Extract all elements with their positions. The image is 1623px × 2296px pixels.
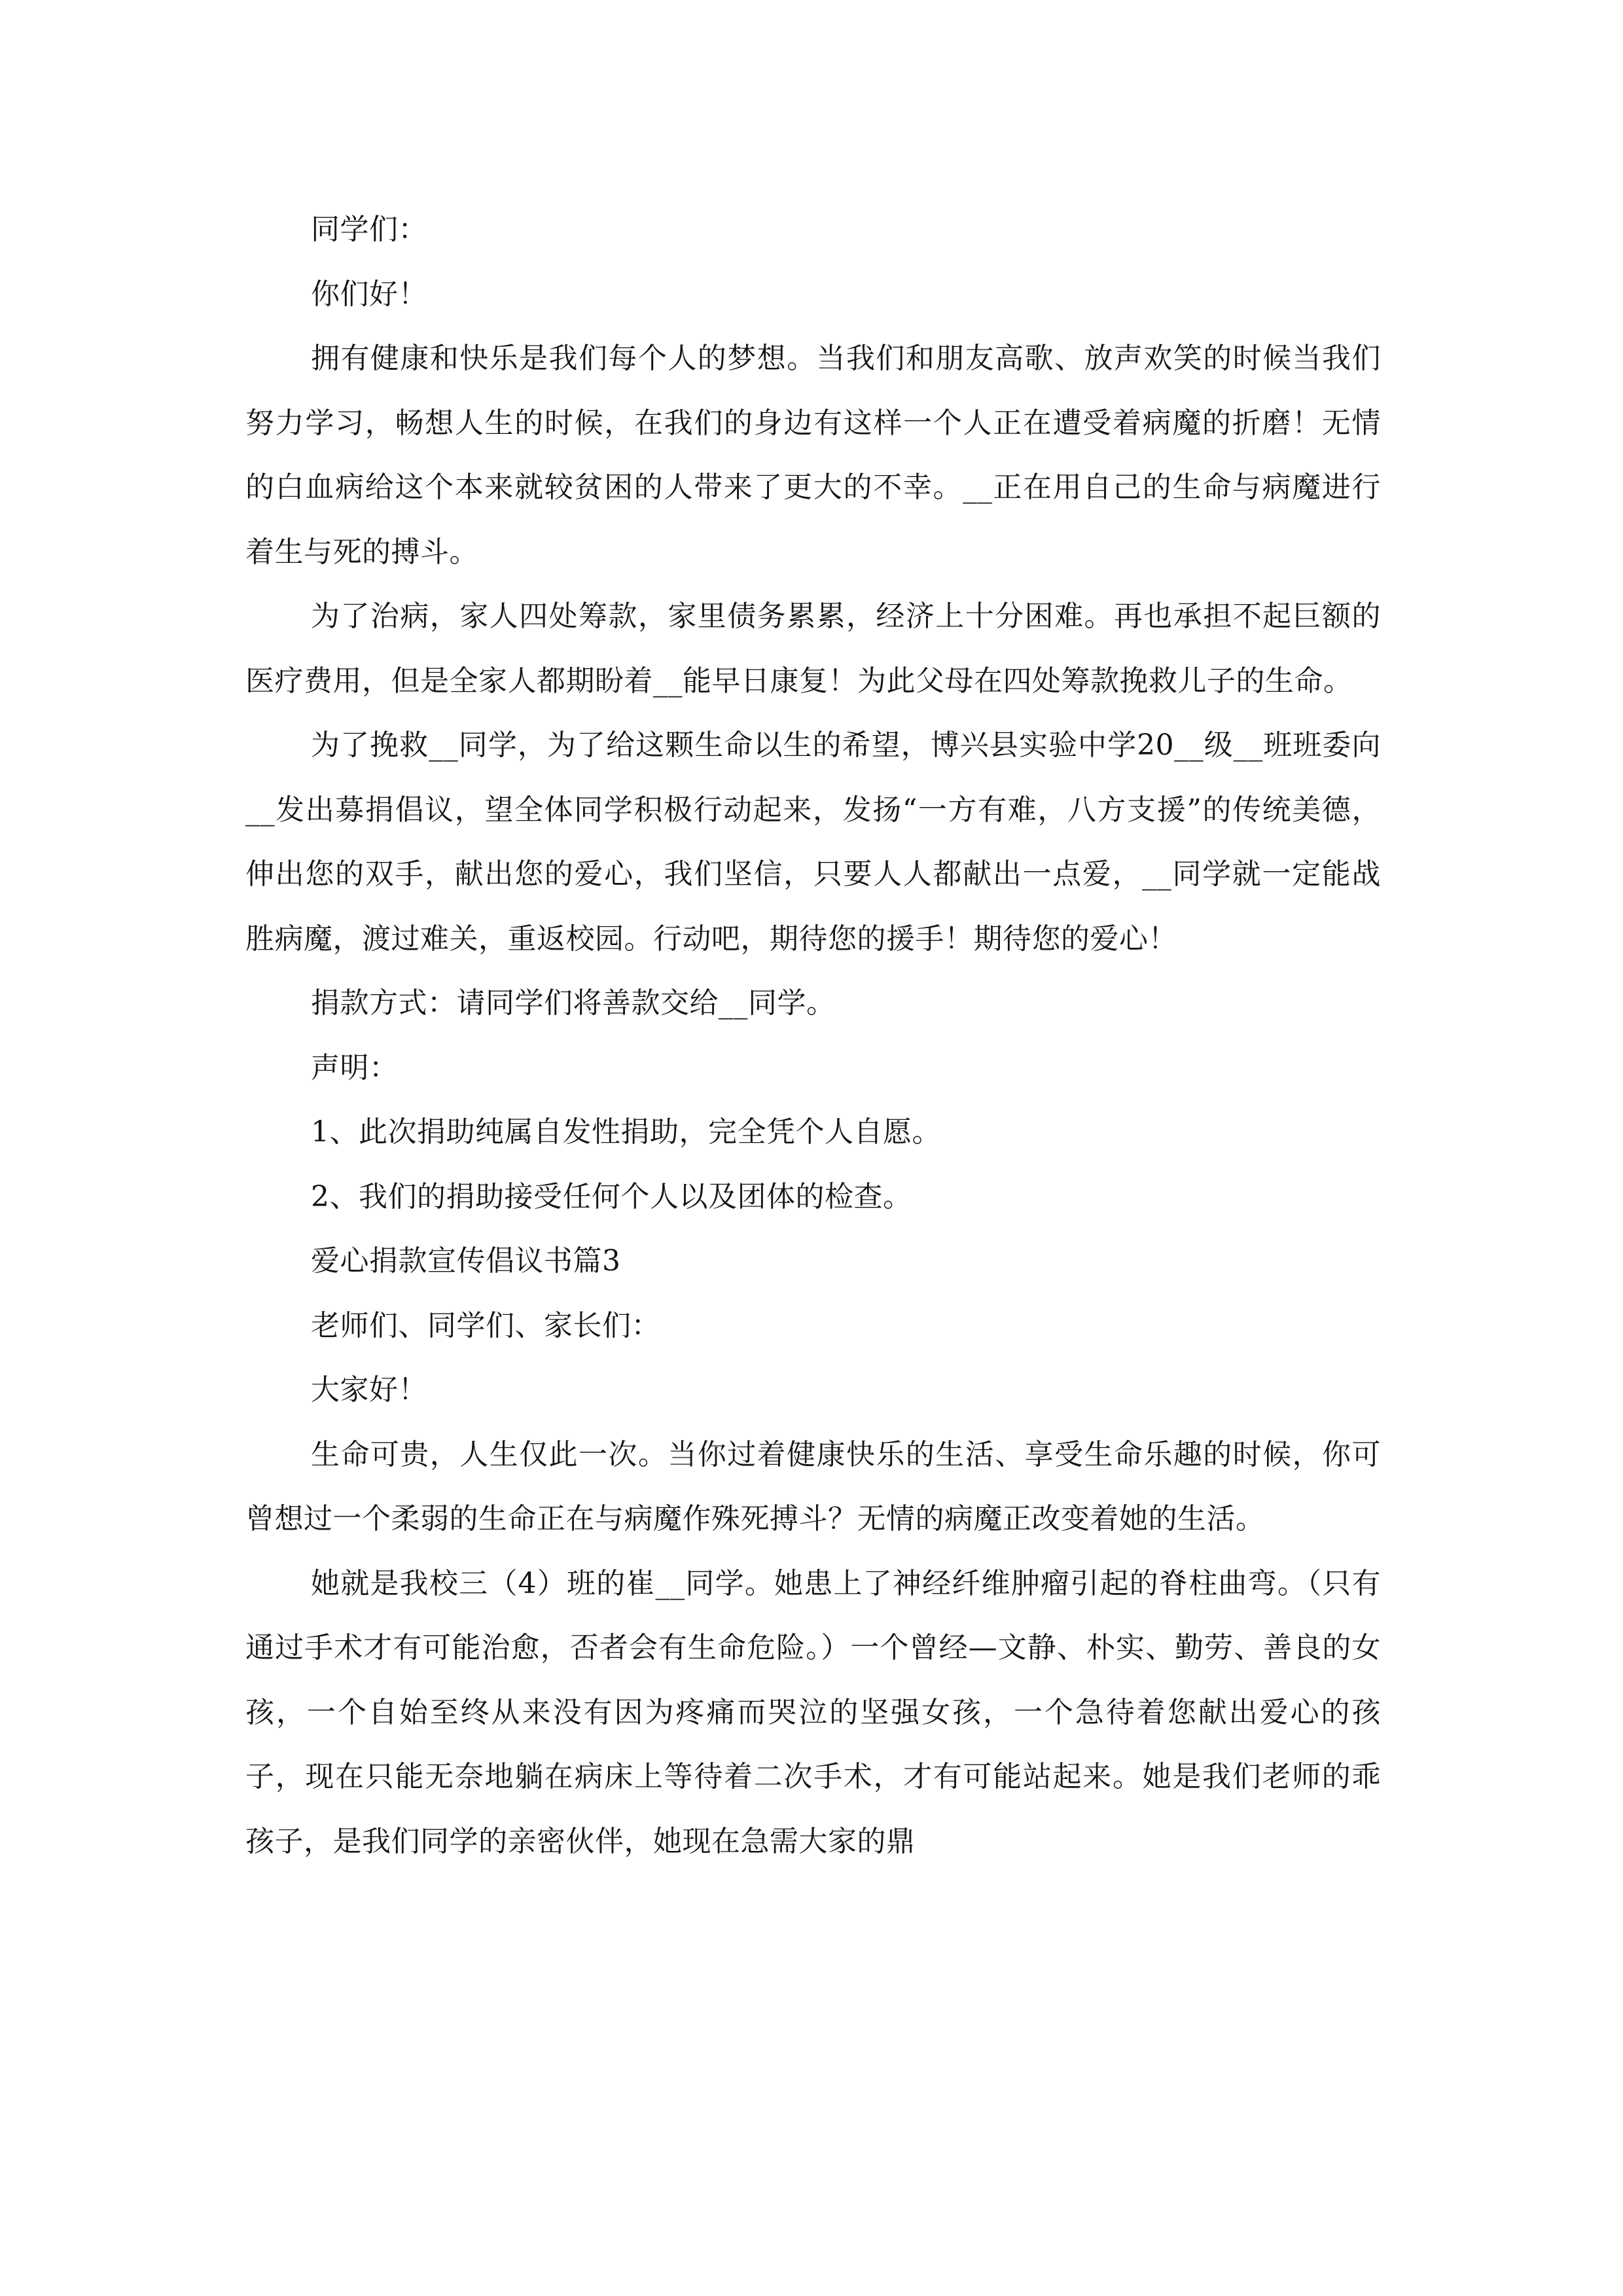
salutation: 同学们： <box>311 213 427 246</box>
body-paragraph: 为了挽救__同学，为了给这颗生命以生的希望，博兴县实验中学20__级__班班委向__发出募捐倡议，望全体同学积极行动起来，发扬“一方有难，八方支援”的传统美德，伸出您的双手，献出您的爱心，我们坚信，只要人人都献出一点爱，__同学就一定能战胜病魔，渡过难关，重返校园。行动吧，期待您的援手！期待您的爱心！ <box>245 728 1381 956</box>
body-paragraph: 生命可贵，人生仅此一次。当你过着健康快乐的生活、享受生命乐趣的时候，你可曾想过一个柔弱的生命正在与病魔作殊死搏斗？无情的病魔正改变着她的生活。 <box>245 1437 1381 1535</box>
body-paragraph: 拥有健康和快乐是我们每个人的梦想。当我们和朋友高歌、放声欢笑的时候当我们努力学习，畅想人生的时候，在我们的身边有这样一个人正在遭受着病魔的折磨！无情的白血病给这个本来就较贫困的人带来了更大的不幸。__正在用自己的生命与病魔进行着生与死的搏斗。 <box>245 342 1381 569</box>
document-body <box>245 198 1381 1874</box>
statement-heading: 声明： <box>311 1050 399 1085</box>
donation-method: 捐款方式：请同学们将善款交给__同学。 <box>311 986 836 1020</box>
body-paragraph: 为了治病，家人四处筹款，家里债务累累，经济上十分困难。再也承担不起巨额的医疗费用，但是全家人都期盼着__能早日康复！为此父母在四处筹款挽救儿子的生命。 <box>245 600 1381 698</box>
greeting: 大家好！ <box>311 1373 427 1407</box>
section-title: 爱心捐款宣传倡议书篇3 <box>311 1244 621 1278</box>
statement-item: 1、此次捐助纯属自发性捐助，完全凭个人自愿。 <box>311 1115 941 1149</box>
statement-item: 2、我们的捐助接受任何个人以及团体的检查。 <box>311 1179 912 1213</box>
salutation: 老师们、同学们、家长们： <box>311 1308 660 1342</box>
greeting: 你们好！ <box>311 277 427 311</box>
body-paragraph: 她就是我校三（4）班的崔__同学。她患上了神经纤维肿瘤引起的脊柱曲弯。（只有通过手术才有可能治愈，否者会有生命危险。）一个曾经—文静、朴实、勤劳、善良的女孩，一个自始至终从来没有因为疼痛而哭泣的坚强女孩，一个急待着您献出爱心的孩子，现在只能无奈地躺在病床上等待着二次手术，才有可能站起来。她是我们老师的乖孩子，是我们同学的亲密伙伴，她现在急需大家的鼎 <box>245 1566 1381 1858</box>
